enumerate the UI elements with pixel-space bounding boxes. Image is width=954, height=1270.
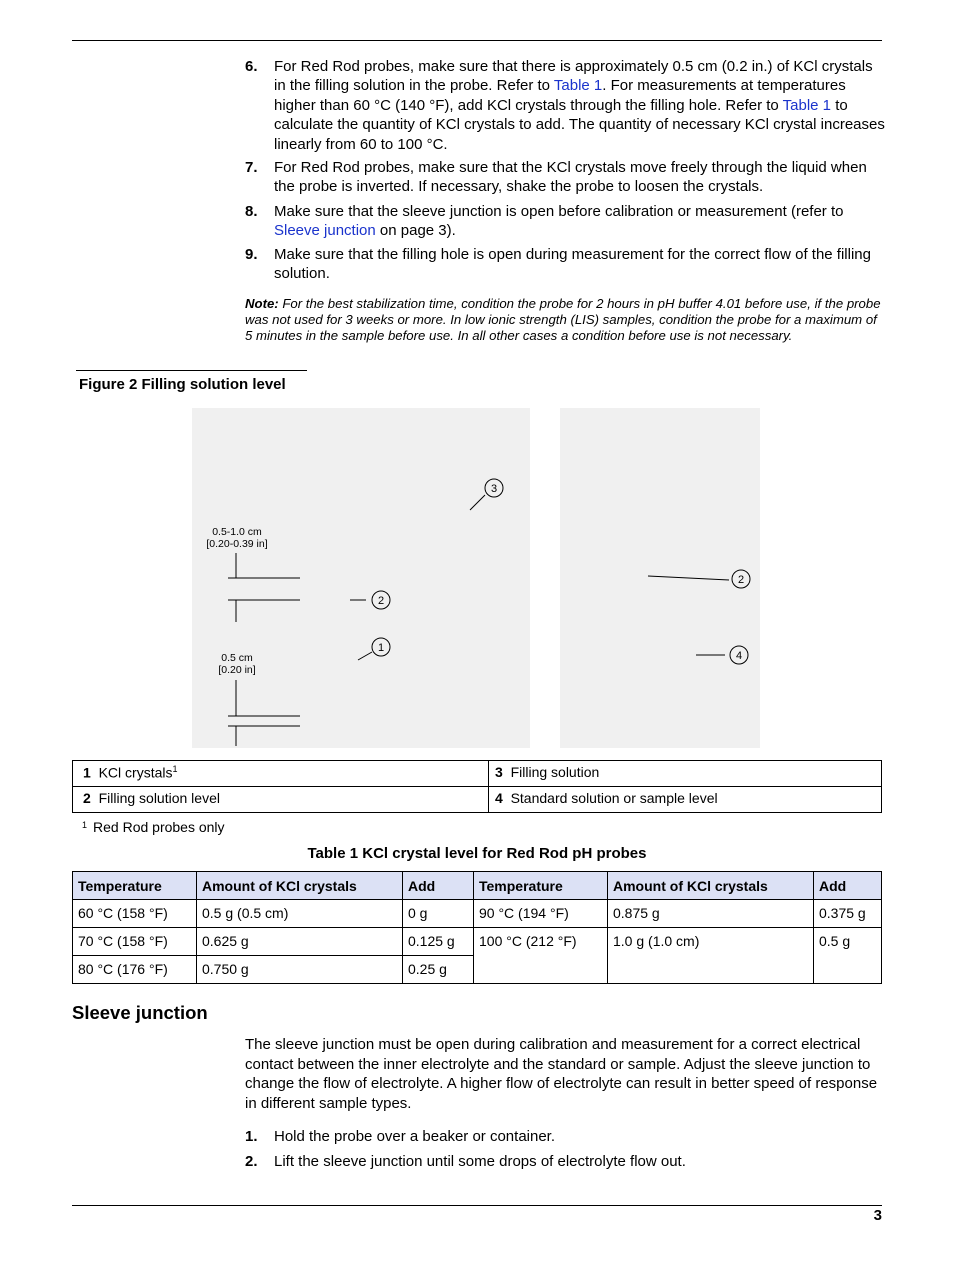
note-text: For the best stabilization time, condition the probe for 2 hours in pH buffer 4.01 before use, if the probe was not used for 3 weeks or more. In low ionic strength (LIS) samples, condition the probe for a maximum of 5 minutes in the sample before use. In all other cases a condition before use is not necessary. (245, 296, 881, 343)
step-text: Hold the probe over a beaker or container. (274, 1128, 556, 1145)
sleeve-junction-link[interactable]: Sleeve junction (274, 222, 376, 240)
dimension-bottom-in: [0.20 in] (218, 664, 256, 676)
step-text: For Red Rod probes, make sure that there is approximately 0.5 cm (0.2 in.) of KCl crystals in the filling solution in the probe. Refer to Table 1. For measurements at temperatures higher than 60 °C (140 °F), add KCl crystals through the filling hole. Refer to Table 1 to calculate the quantity of KCl crystals to add. The quantity of necessary KCl crystal increases linearly from 60 to 100 °C. (274, 58, 885, 153)
step-text: Make sure that the filling hole is open during measurement for the correct flow of the filling solution. (274, 246, 871, 283)
kcl-crystal-table: Temperature Amount of KCl crystals Add Temperature Amount of KCl crystals Add 60 °C (158 °F) 0.5 g (0.5 cm) 0 g 90 °C (194 °F) 0.875 g 0.375 g 70 °C (158 °F) 0.625 g 0.125 g 100 °C (212 °F) 1.0 g (1.0 cm) 0.5 g 80 °C (176 °F) 0.750 g 0.25 g (72, 871, 882, 984)
step-text: Lift the sleeve junction until some drops of electrolyte flow out. (274, 1153, 686, 1170)
table-1-link[interactable]: Table 1 (553, 77, 603, 95)
note-label: Note: (245, 296, 279, 311)
callout-label: 2 (737, 574, 745, 586)
table-row: 80 °C (176 °F) 0.750 g 0.25 g (73, 956, 882, 984)
table-row: 60 °C (158 °F) 0.5 g (0.5 cm) 0 g 90 °C (194 °F) 0.875 g 0.375 g (73, 900, 882, 928)
dimension-top-in: [0.20-0.39 in] (206, 538, 268, 550)
section-paragraph: The sleeve junction must be open during calibration and measurement for a correct electrical contact between the inner electrolyte and the standard or sample. Adjust the sleeve junction to change the flow of electrolyte. A higher flow of electrolyte can result in better speed of response in different sample types. (245, 1036, 878, 1112)
step-number: 2. (245, 1153, 258, 1170)
bottom-rule (72, 1205, 882, 1206)
sleeve-step-1 (245, 1127, 885, 1146)
footnote: $^1$ Red Rod probes only (82, 819, 225, 835)
step-number: 1. (245, 1128, 258, 1145)
page-number: 3 (873, 1207, 882, 1224)
table-1-link[interactable]: Table 1 (782, 96, 832, 114)
callout-label: 3 (490, 483, 498, 495)
step-text: For Red Rod probes, make sure that the KCl crystals move freely through the liquid when the probe is inverted. If necessary, shake the probe to loosen the crystals. (274, 159, 867, 196)
table-row: 70 °C (158 °F) 0.625 g 0.125 g 100 °C (212 °F) 1.0 g (1.0 cm) 0.5 g (73, 928, 882, 956)
sleeve-step-2 (245, 1152, 885, 1171)
beaker-figure-area (560, 408, 760, 748)
step-number: 8. (245, 203, 258, 220)
dimension-bottom-cm: 0.5 cm (221, 652, 253, 664)
step-text: Make sure that the sleeve junction is open before calibration or measurement (refer to Sleeve junction on page 3). (274, 203, 844, 240)
step-number: 7. (245, 159, 258, 176)
callout-label: 1 (377, 642, 385, 654)
dimension-top-cm: 0.5-1.0 cm (212, 526, 262, 538)
section-heading: Sleeve junction (72, 1002, 208, 1023)
table-1-caption: Table 1 KCl crystal level for Red Rod pH probes (307, 845, 647, 862)
step-number: 6. (245, 58, 258, 75)
step-number: 9. (245, 246, 258, 263)
callout-label: 2 (377, 595, 385, 607)
callout-label: 4 (735, 650, 743, 662)
figure-caption: Figure 2 Filling solution level (76, 370, 307, 393)
figure-legend-table: 1 KCl crystals$^1$ 3 Filling solution 2 Filling solution level 4 Standard solution or sample level (72, 760, 882, 813)
